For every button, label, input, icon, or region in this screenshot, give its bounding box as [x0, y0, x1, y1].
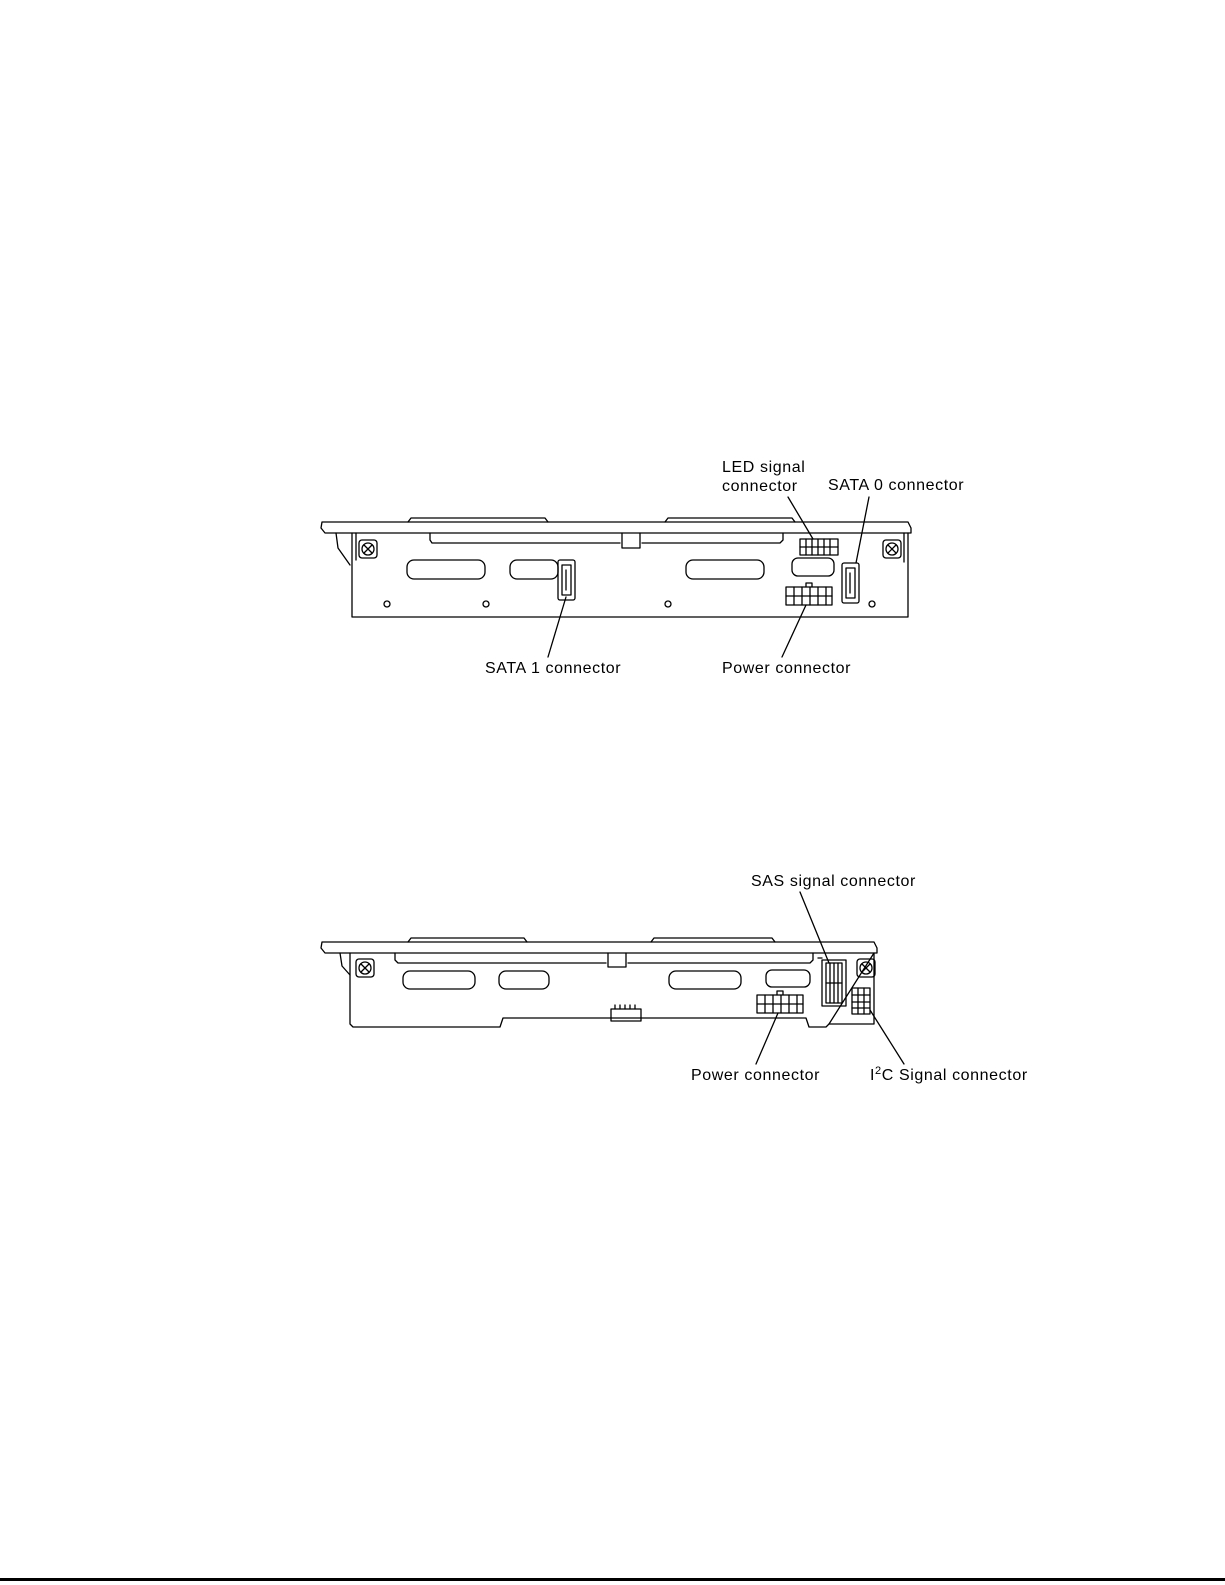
sata1-leader-line [548, 597, 566, 657]
sata0-label: SATA 0 connector [828, 477, 965, 494]
sas-signal-label: SAS signal connector [751, 873, 916, 890]
led-signal-label-line1: LED signal [722, 459, 806, 476]
i2c-prefix: I [870, 1067, 876, 1084]
i2c-signal-label [870, 1065, 1028, 1084]
i2c-leader-line [870, 1010, 904, 1064]
page-bottom-rule [0, 1578, 1225, 1581]
bottom-backplane [321, 938, 877, 1027]
power-top-label: Power connector [722, 660, 852, 677]
top-backplane [321, 518, 911, 617]
sata1-label: SATA 1 connector [485, 660, 622, 677]
i2c-superscript: 2 [875, 1065, 882, 1077]
led-signal-label-line2: connector [722, 478, 798, 495]
sata0-leader-line [856, 497, 869, 563]
power-bottom-leader-line [756, 1013, 778, 1064]
power-bottom-label: Power connector [691, 1067, 821, 1084]
i2c-suffix: C Signal connector [881, 1067, 1028, 1084]
power-top-leader-line [782, 605, 806, 657]
